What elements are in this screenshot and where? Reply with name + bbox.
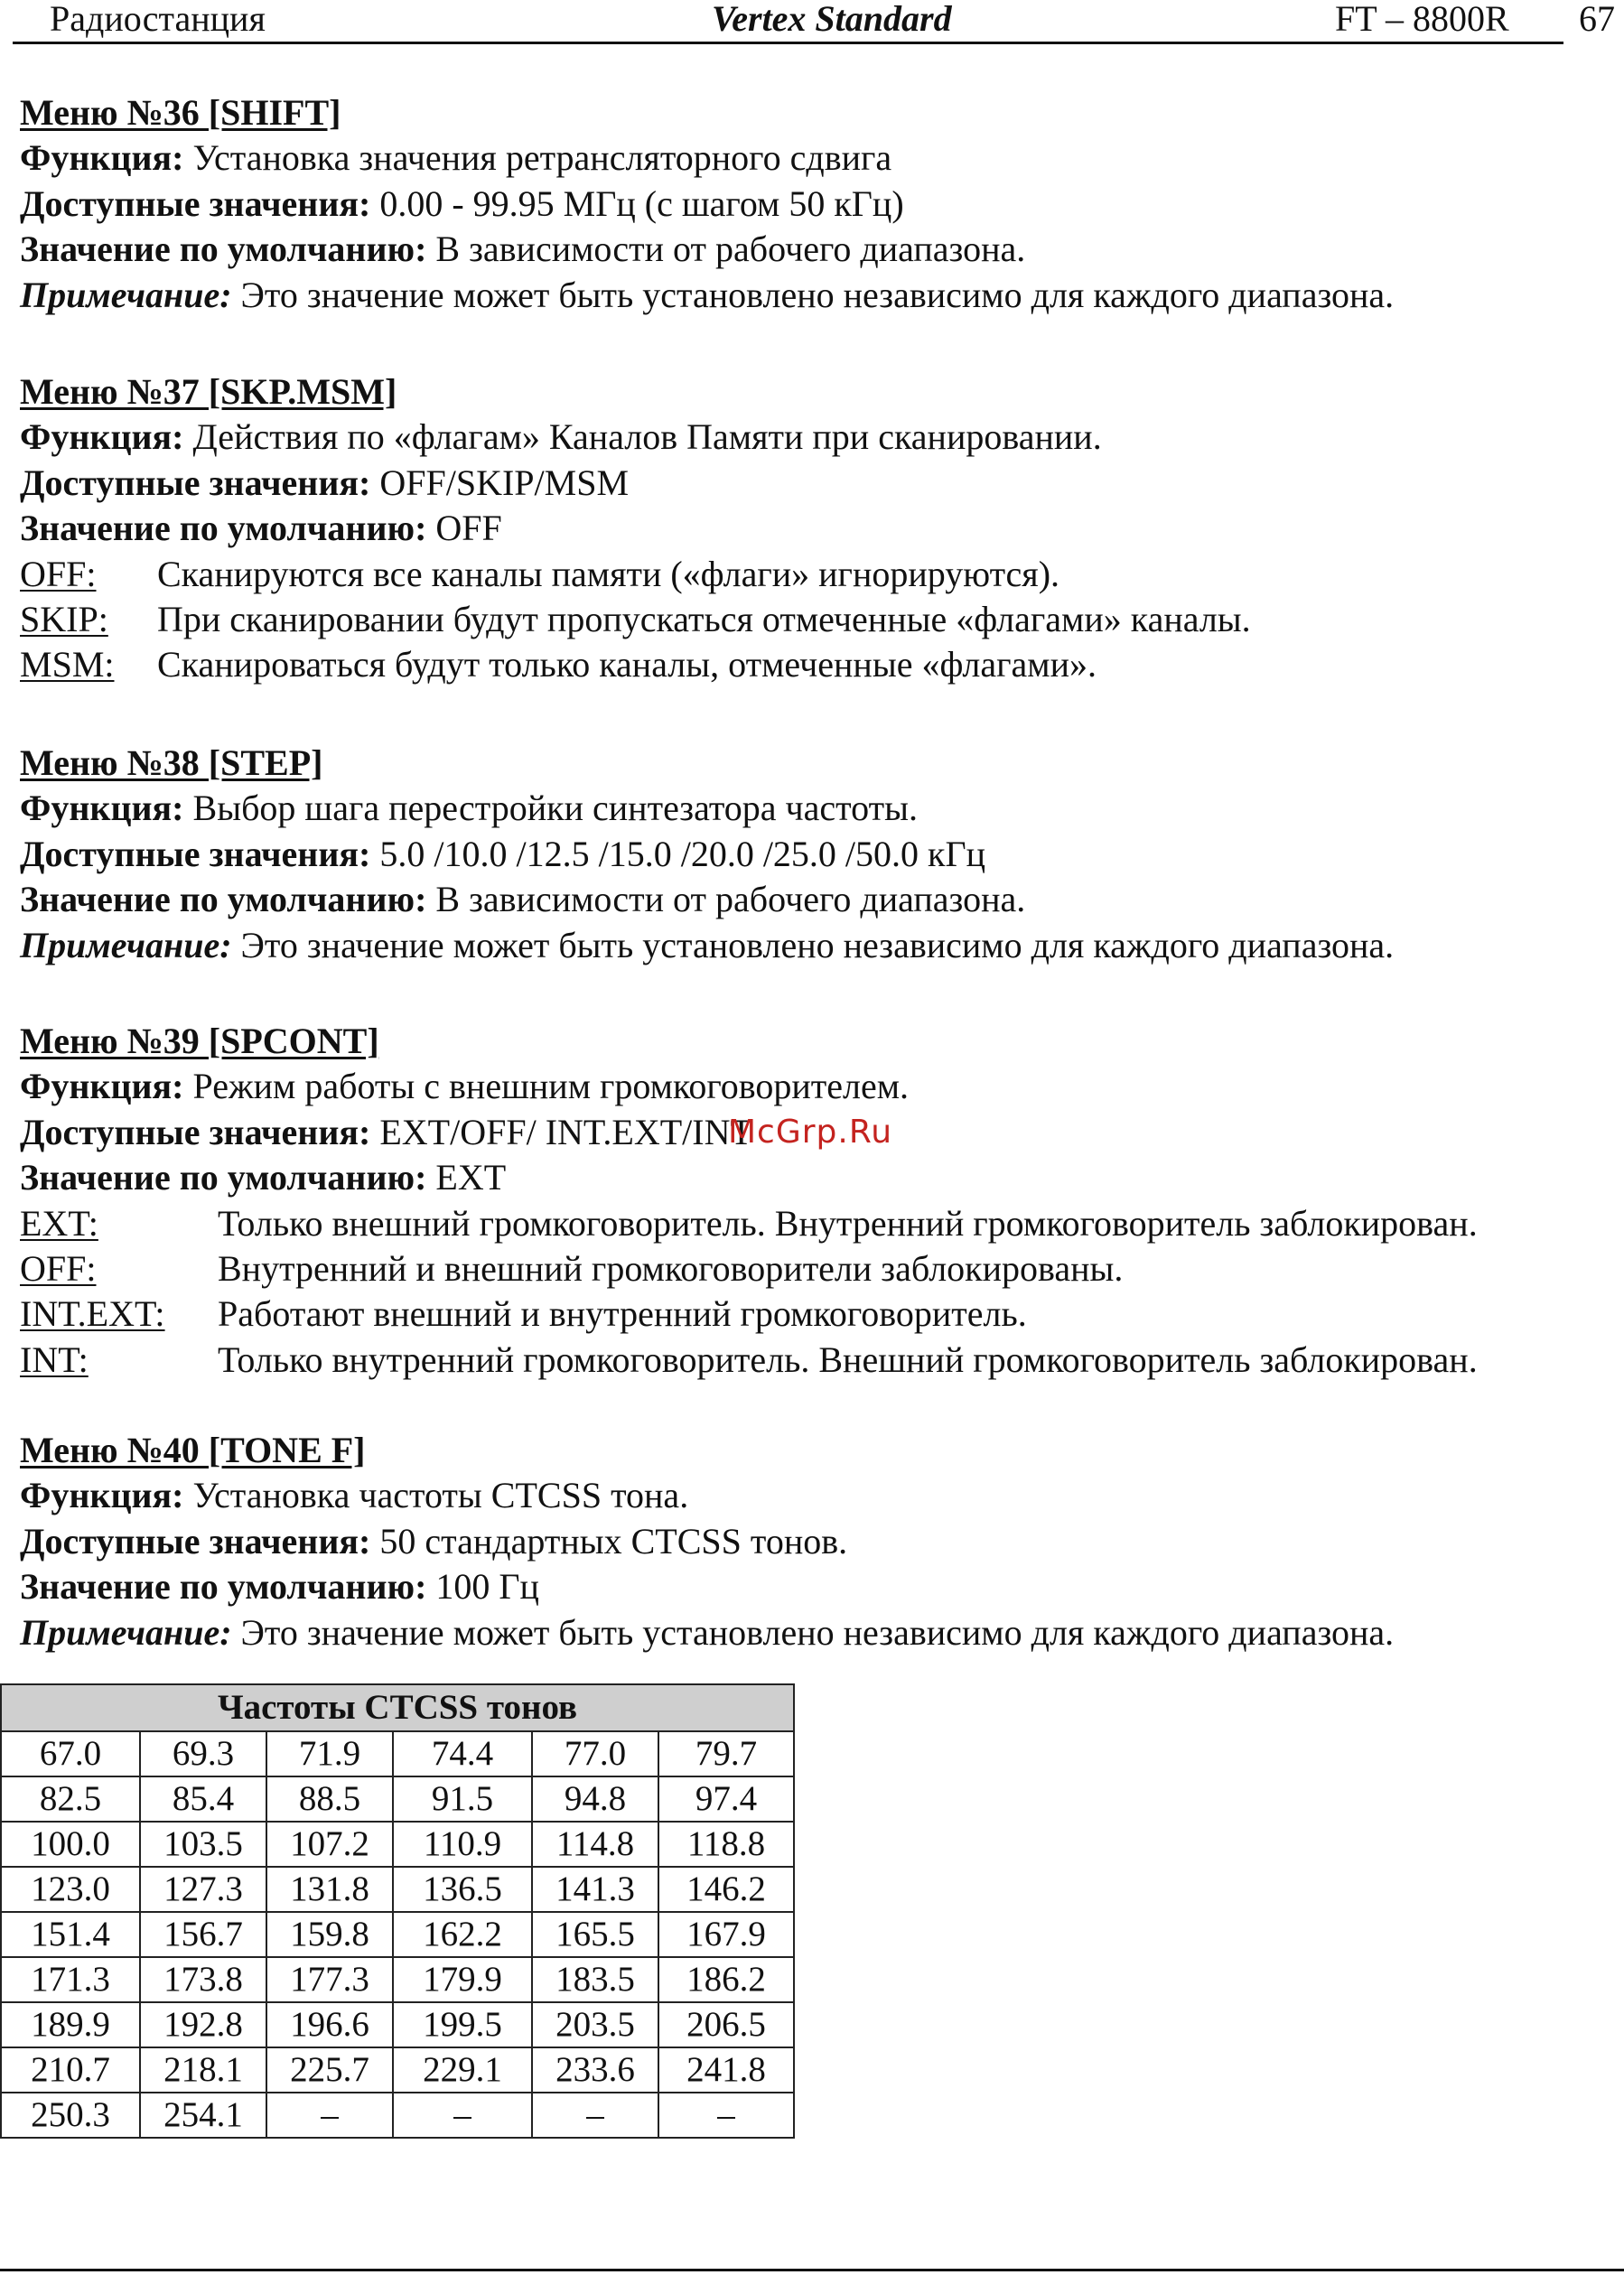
option-key: INT.EXT:	[20, 1293, 165, 1335]
table-cell: 162.2	[393, 1912, 532, 1957]
field-label: Значение по умолчанию:	[20, 1157, 427, 1198]
table-row	[1, 2002, 794, 2047]
field-label: Значение по умолчанию:	[20, 508, 427, 549]
field-label: Функция:	[20, 788, 184, 829]
field-value: 50 стандартных CTCSS тонов.	[370, 1520, 848, 1562]
table-cell: 82.5	[1, 1776, 140, 1822]
field-value: Это значение может быть установлено независимо для каждого диапазона.	[231, 1611, 1395, 1653]
table-row	[1, 2093, 794, 2138]
table-cell: 171.3	[1, 1957, 140, 2002]
table-cell: 186.2	[658, 1957, 794, 2002]
table-cell: 225.7	[266, 2047, 393, 2093]
table-cell: 210.7	[1, 2047, 140, 2093]
option-description: При сканировании будут пропускаться отмеченные «флагами» каналы.	[157, 598, 1251, 639]
field-label: Примечание:	[20, 274, 232, 315]
field-value: Установка значения ретрансляторного сдвига	[183, 137, 892, 179]
table-cell: –	[532, 2093, 658, 2138]
option-key: EXT:	[20, 1202, 98, 1244]
field-label: Доступные значения:	[20, 1111, 371, 1152]
option-description: Работают внешний и внутренний громкоговоритель.	[218, 1293, 1027, 1335]
table-cell: 91.5	[393, 1776, 532, 1822]
menu-section	[20, 1019, 1478, 1383]
table-cell: 203.5	[532, 2002, 658, 2047]
field-label: Значение по умолчанию:	[20, 879, 427, 920]
table-cell: 192.8	[140, 2002, 266, 2047]
table-body	[1, 1731, 794, 2138]
menu-field	[20, 461, 1102, 506]
table-cell: 100.0	[1, 1822, 140, 1867]
table-title: Частоты CTCSS тонов	[1, 1684, 794, 1731]
table-cell: 123.0	[1, 1867, 140, 1912]
menu-field	[20, 923, 1394, 968]
table-cell: 69.3	[140, 1731, 266, 1776]
field-label: Примечание:	[20, 1611, 232, 1653]
header-brand: Vertex Standard	[712, 0, 952, 39]
table-cell: 110.9	[393, 1822, 532, 1867]
menu-section	[20, 1428, 1394, 1655]
menu-title: Меню №39 [SPCONT]	[20, 1021, 379, 1061]
field-label: Доступные значения:	[20, 462, 371, 503]
field-label: Доступные значения:	[20, 1520, 371, 1562]
option-row	[20, 1291, 1027, 1337]
header-divider	[13, 42, 1563, 44]
menu-field	[20, 415, 1102, 460]
option-row	[20, 597, 1251, 642]
table-cell: 165.5	[532, 1912, 658, 1957]
field-label: Примечание:	[20, 924, 232, 965]
menu-field	[20, 1564, 1394, 1609]
table-cell: 94.8	[532, 1776, 658, 1822]
field-value: OFF/SKIP/MSM	[370, 462, 630, 503]
menu-field	[20, 227, 1394, 272]
menu-field	[20, 877, 1394, 922]
menu-field	[20, 182, 1394, 227]
option-key: SKIP:	[20, 598, 108, 639]
table-cell: 218.1	[140, 2047, 266, 2093]
field-label: Функция:	[20, 1066, 184, 1107]
option-key: OFF:	[20, 553, 97, 594]
field-value: Установка частоты CTCSS тона.	[183, 1475, 689, 1516]
table-cell: 199.5	[393, 2002, 532, 2047]
table-cell: 250.3	[1, 2093, 140, 2138]
table-row	[1, 1822, 794, 1867]
field-label: Функция:	[20, 416, 184, 458]
table-cell: 254.1	[140, 2093, 266, 2138]
menu-field	[20, 1155, 909, 1200]
field-value: Это значение может быть установлено независимо для каждого диапазона.	[231, 274, 1395, 315]
table-cell: –	[658, 2093, 794, 2138]
field-value: 0.00 - 99.95 МГц (с шагом 50 кГц)	[370, 182, 904, 224]
option-description: Сканируются все каналы памяти («флаги» игнорируются).	[157, 553, 1060, 594]
menu-title: Меню №37 [SKP.MSM]	[20, 371, 397, 412]
field-value: OFF	[426, 508, 502, 549]
table-cell: 156.7	[140, 1912, 266, 1957]
field-value: EXT/OFF/ INT.EXT/INT	[370, 1111, 752, 1152]
field-label: Доступные значения:	[20, 833, 371, 874]
option-description: Только внутренний громкоговоритель. Внешний громкоговоритель заблокирован.	[218, 1338, 1478, 1380]
table-cell: 136.5	[393, 1867, 532, 1912]
table-cell: 77.0	[532, 1731, 658, 1776]
table-cell: 127.3	[140, 1867, 266, 1912]
menu-section	[20, 369, 1251, 688]
table-row	[1, 2047, 794, 2093]
table-cell: 183.5	[532, 1957, 658, 2002]
table-cell: 141.3	[532, 1867, 658, 1912]
option-row	[20, 552, 1102, 597]
table-cell: 233.6	[532, 2047, 658, 2093]
table-cell: 74.4	[393, 1731, 532, 1776]
table-cell: 159.8	[266, 1912, 393, 1957]
menu-field	[20, 786, 1394, 831]
menu-field	[20, 1610, 1394, 1655]
table-cell: 206.5	[658, 2002, 794, 2047]
field-label: Функция:	[20, 137, 184, 179]
table-cell: 114.8	[532, 1822, 658, 1867]
option-row	[20, 642, 1102, 687]
option-key: INT:	[20, 1338, 89, 1380]
menu-field	[20, 832, 1394, 877]
table-cell: 79.7	[658, 1731, 794, 1776]
table-cell: –	[393, 2093, 532, 2138]
menu-section	[20, 90, 1394, 318]
menu-field	[20, 1064, 909, 1109]
table-cell: 173.8	[140, 1957, 266, 2002]
page-header	[0, 0, 1624, 43]
table-row	[1, 1957, 794, 2002]
menu-field	[20, 506, 1102, 551]
option-description: Внутренний и внешний громкоговорители заблокированы.	[218, 1247, 1124, 1289]
table-cell: 229.1	[393, 2047, 532, 2093]
option-key: MSM:	[20, 644, 115, 685]
menu-field	[20, 135, 1394, 181]
field-value: В зависимости от рабочего диапазона.	[426, 228, 1026, 270]
table-row	[1, 1912, 794, 1957]
table-row	[1, 1731, 794, 1776]
table-cell: 85.4	[140, 1776, 266, 1822]
menu-title: Меню №40 [TONE F]	[20, 1430, 366, 1470]
table-cell: 71.9	[266, 1731, 393, 1776]
field-value: Это значение может быть установлено независимо для каждого диапазона.	[231, 924, 1395, 965]
table-cell: –	[266, 2093, 393, 2138]
menu-title: Меню №36 [SHIFT]	[20, 92, 341, 133]
option-row	[20, 1338, 1478, 1383]
menu-title: Меню №38 [STEP]	[20, 742, 323, 783]
table-cell: 167.9	[658, 1912, 794, 1957]
table-cell: 196.6	[266, 2002, 393, 2047]
table-row	[1, 1867, 794, 1912]
table-cell: 177.3	[266, 1957, 393, 2002]
option-description: Только внешний громкоговоритель. Внутренний громкоговоритель заблокирован.	[218, 1202, 1478, 1244]
field-label: Значение по умолчанию:	[20, 1566, 427, 1608]
footer-divider	[0, 2269, 1624, 2271]
field-label: Функция:	[20, 1475, 184, 1516]
field-label: Доступные значения:	[20, 182, 371, 224]
page-number: 67	[1579, 0, 1615, 39]
table-cell: 67.0	[1, 1731, 140, 1776]
menu-field	[20, 273, 1394, 318]
table-cell: 241.8	[658, 2047, 794, 2093]
field-value: EXT	[426, 1157, 507, 1198]
table-cell: 97.4	[658, 1776, 794, 1822]
ctcss-table	[0, 1683, 795, 2139]
table-cell: 131.8	[266, 1867, 393, 1912]
field-value: Режим работы с внешним громкоговорителем.	[183, 1066, 910, 1107]
table-cell: 118.8	[658, 1822, 794, 1867]
option-description: Сканироваться будут только каналы, отмеченные «флагами».	[157, 644, 1097, 685]
field-value: 5.0 /10.0 /12.5 /15.0 /20.0 /25.0 /50.0 кГц	[370, 833, 986, 874]
table-cell: 151.4	[1, 1912, 140, 1957]
table-row	[1, 1776, 794, 1822]
table-cell: 189.9	[1, 2002, 140, 2047]
table-cell: 88.5	[266, 1776, 393, 1822]
field-label: Значение по умолчанию:	[20, 228, 427, 270]
field-value: Выбор шага перестройки синтезатора частоты.	[183, 788, 918, 829]
menu-field	[20, 1473, 1394, 1518]
field-value: Действия по «флагам» Каналов Памяти при сканировании.	[183, 416, 1102, 458]
header-section-title: Радиостанция	[50, 0, 266, 39]
table-cell: 146.2	[658, 1867, 794, 1912]
option-key: OFF:	[20, 1247, 97, 1289]
field-value: 100 Гц	[426, 1566, 539, 1608]
option-row	[20, 1201, 1478, 1246]
header-model: FT – 8800R	[1335, 0, 1509, 39]
field-value: В зависимости от рабочего диапазона.	[426, 879, 1026, 920]
option-row	[20, 1246, 1124, 1291]
table-cell: 107.2	[266, 1822, 393, 1867]
menu-field	[20, 1519, 1394, 1564]
table-cell: 103.5	[140, 1822, 266, 1867]
table-header-row	[1, 1684, 794, 1731]
table-cell: 179.9	[393, 1957, 532, 2002]
watermark: McGrp.Ru	[728, 1114, 893, 1151]
menu-section	[20, 741, 1394, 968]
